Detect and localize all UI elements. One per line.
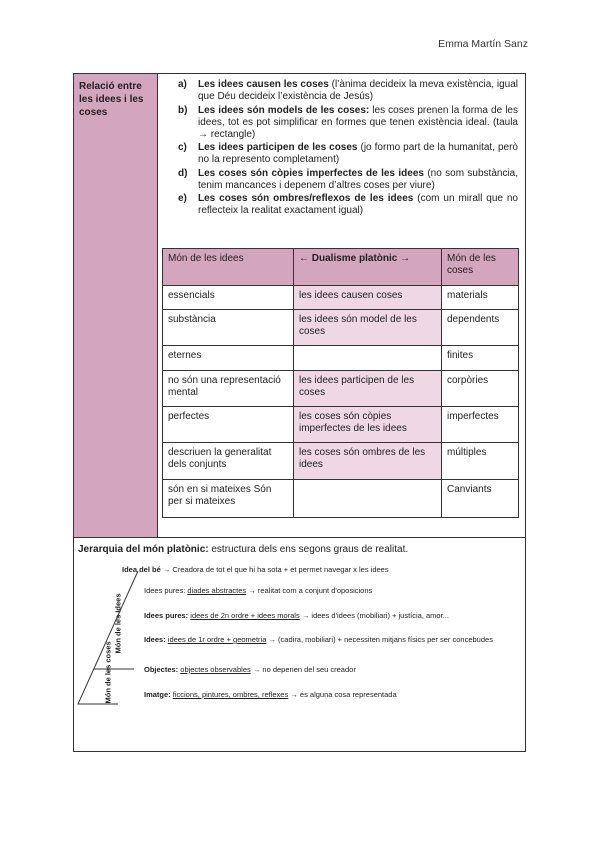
table-cell: les coses són còpies imperfectes de les idees — [294, 407, 442, 443]
level-bold: Idees: — [144, 635, 166, 644]
level-text: → no depenen del seu creador — [250, 665, 356, 674]
level-bold: Objectes: — [144, 665, 179, 674]
level-bold: Idea del bé — [122, 565, 161, 574]
table-cell: substància — [163, 310, 294, 346]
table-cell: corpòries — [442, 371, 519, 407]
list-item-text: (l’ànima decideix la meva existència, igual que Déu decideix l’existència de Jesús) — [198, 79, 519, 102]
table-cell: materials — [442, 286, 519, 310]
table-cell: eternes — [163, 346, 294, 371]
table-cell: finites — [442, 346, 519, 371]
level-underlined: diades abstractes — [187, 586, 247, 595]
list-item-text: (no som substància, tenim mancances i depenem d’altres coses per viure) — [198, 167, 519, 191]
table-cell: les idees participen de les coses — [294, 371, 442, 407]
list-letter: d) — [178, 167, 188, 179]
list-item-bold: Les idees causen les coses — [198, 79, 329, 90]
table-header-cell: ← Dualisme platònic → — [294, 249, 442, 286]
table-cell: són en si mateixes Són per si mateixes — [163, 480, 294, 518]
hierarchy-level — [144, 635, 516, 645]
hierarchy-level — [144, 665, 356, 674]
table-header-cell: Món de les idees — [163, 249, 294, 286]
level-underlined: objectes observables — [180, 665, 251, 674]
table-cell: dependents — [442, 310, 519, 346]
hierarchy-level — [144, 586, 372, 595]
table-cell: múltiples — [442, 443, 519, 480]
world-of-things-label: Món de les coses — [103, 641, 113, 704]
author-name: Emma Martín Sanz — [438, 38, 528, 50]
table-cell: les coses són ombres de les idees — [294, 443, 442, 480]
world-of-ideas-label: Món de les Idees — [113, 593, 123, 654]
table-cell: no són una representació mental — [163, 371, 294, 407]
section-label: Relació entre les idees i les coses — [74, 74, 158, 538]
list-letter: a) — [178, 79, 187, 90]
content-frame — [73, 73, 526, 752]
hierarchy-level — [144, 690, 397, 699]
list-item-bold: Les idees són models de les coses: — [198, 104, 370, 116]
list-letter: e) — [178, 193, 187, 204]
level-underlined: idees de 2n ordre + idees morals — [190, 611, 300, 620]
table-cell: les idees causen coses — [294, 286, 442, 310]
list-item-text: (jo formo part de la humanitat, però no la represento completament) — [198, 142, 518, 165]
level-bold: Imatge: — [144, 690, 171, 699]
level-text: → realitat com a conjunt d'oposicions — [246, 586, 373, 595]
table-cell: descriuen la generalitat dels conjunts — [163, 443, 294, 480]
level-text: → Creadora de tot el que hi ha sota + et permet navegar x les idees — [160, 565, 389, 574]
list-item-bold: Les coses són ombres/reflexos de les idees — [198, 193, 414, 204]
hierarchy-level — [144, 611, 449, 620]
hierarchy-title-text: estructura dels ens segons graus de realitat. — [208, 544, 409, 555]
list-letter: b) — [178, 104, 188, 116]
level-underlined: ficcions, pintures, ombres, reflexes — [172, 690, 289, 699]
list-item-bold: Les coses són còpies imperfectes de les idees — [198, 167, 424, 179]
level-bold: Idees pures: — [144, 611, 189, 620]
table-header-cell: Món de les coses — [442, 249, 519, 286]
table-cell: imperfectes — [442, 407, 519, 443]
table-cell: perfectes — [163, 407, 294, 443]
table-cell: Canviants — [442, 480, 519, 518]
list-item-text: (com un mirall que no reflecteix la realitat exactament igual) — [198, 193, 518, 216]
list-item-text: les coses prenen la forma de les idees, tot es pot simplificar en formes que tenen existència ideal. (taula → rectangle) — [198, 104, 518, 140]
level-text: → idees d'idees (mobiliari) + justícia, amor... — [299, 611, 449, 620]
table-cell: essencials — [163, 286, 294, 310]
level-underlined: idees de 1r ordre + geometria — [167, 635, 267, 644]
hierarchy-pyramid — [74, 74, 525, 751]
hierarchy-level — [122, 565, 389, 574]
level-text: → és alguna cosa representada — [288, 690, 397, 699]
list-item-bold: Les idees participen de les coses — [198, 142, 358, 153]
level-bold: Idees pures: — [144, 586, 186, 595]
hierarchy-title-bold: Jerarquia del món platònic: — [78, 544, 209, 555]
list-letter: c) — [178, 142, 187, 153]
level-text: → (cadira, mobiliari) + necessiten mitjans físics per ser concebudes — [266, 635, 493, 644]
table-cell: les idees són model de les coses — [294, 310, 442, 346]
